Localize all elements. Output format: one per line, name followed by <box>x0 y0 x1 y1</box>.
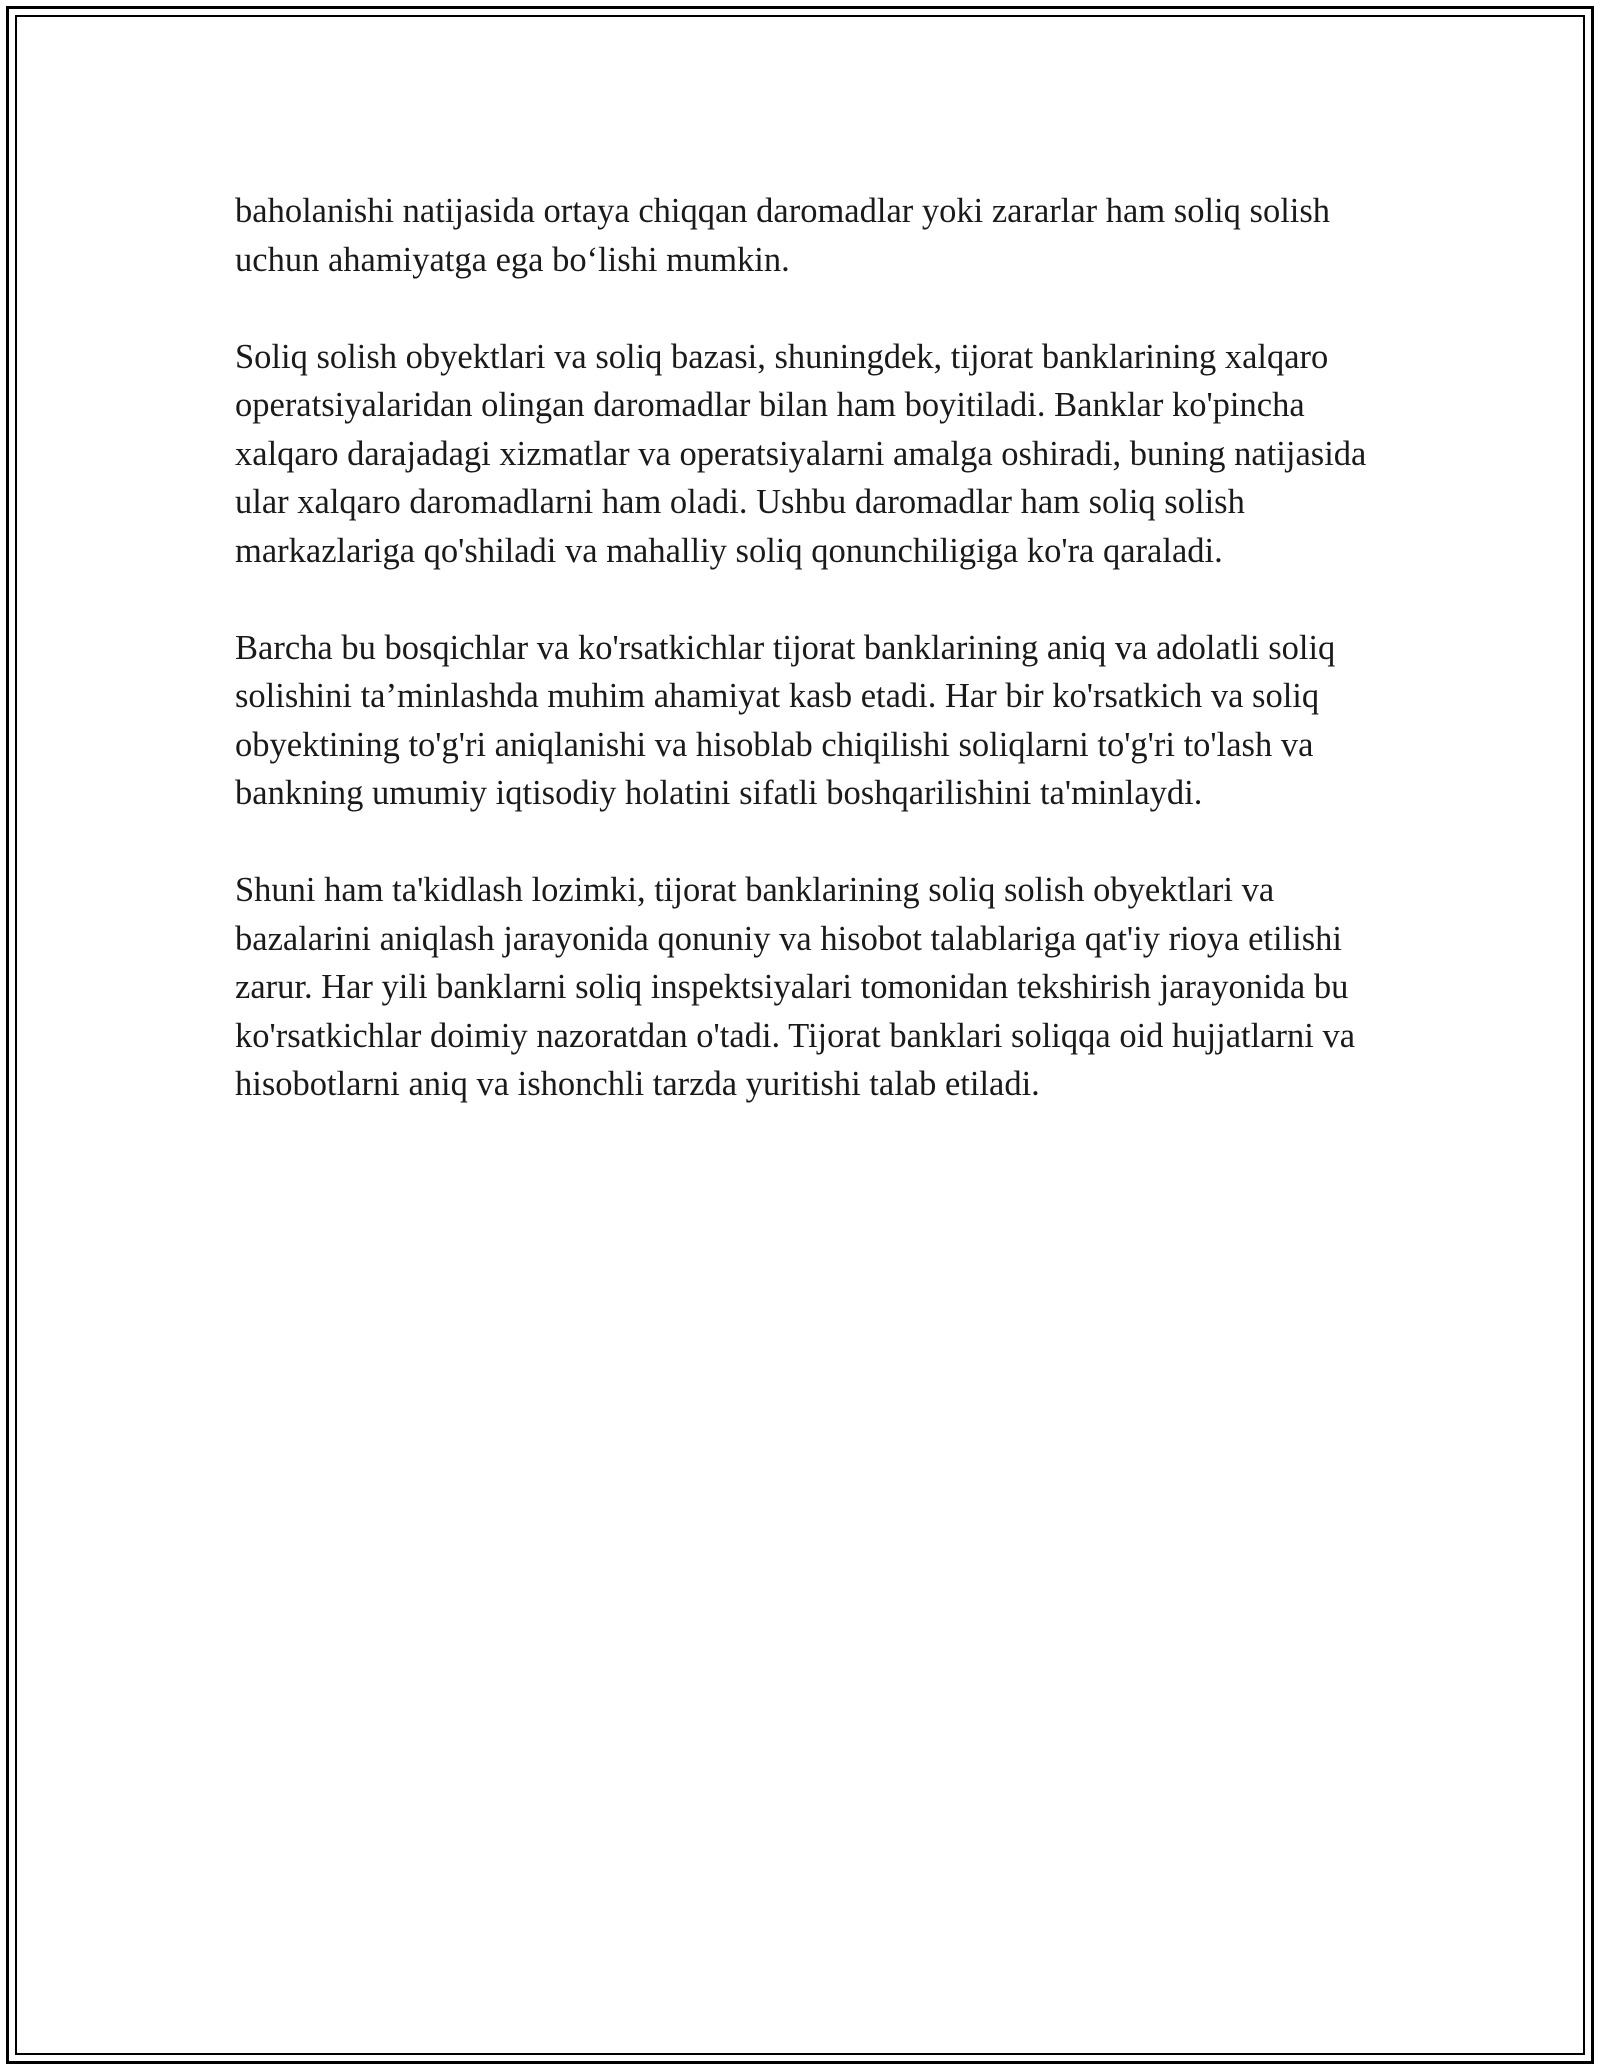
document-body <box>235 187 1370 1157</box>
paragraph-3: Barcha bu bosqichlar va ko'rsatkichlar tijorat banklarining aniq va adolatli soliq solishini ta’minlashda muhim ahamiyat kasb etadi. Har bir ko'rsatkich va soliq obyektining to'g'ri aniqlanishi va hisoblab chiqilishi soliqlarni to'g'ri to'lash va bankning umumiy iqtisodiy holatini sifatli boshqarilishini ta'minlaydi. <box>235 628 1336 812</box>
paragraph-4: Shuni ham ta'kidlash lozimki, tijorat banklarining soliq solish obyektlari va bazalarini aniqlash jarayonida qonuniy va hisobot talablariga qat'iy rioya etilishi zarur. Har yili banklarni soliq inspektsiyalari tomonidan tekshirish jarayonida bu ko'rsatkichlar doimiy nazoratdan o'tadi. Tijorat banklari soliqqa oid hujjatlarni va hisobotlarni aniq va ishonchli tarzda yuritishi talab etiladi. <box>235 871 1356 1103</box>
paragraph-1: baholanishi natijasida ortaya chiqqan daromadlar yoki zararlar ham soliq solish uchun ahamiyatga ega bo‘lishi mumkin. <box>235 192 1331 279</box>
paragraph-2: Soliq solish obyektlari va soliq bazasi, shuningdek, tijorat banklarining xalqaro operatsiyalaridan olingan daromadlar bilan ham boyitiladi. Banklar ko'pincha xalqaro darajadagi xizmatlar va operatsiyalarni amalga oshiradi, buning natijasida ular xalqaro daromadlarni ham oladi. Ushbu daromadlar ham soliq solish markazlariga qo'shiladi va mahalliy soliq qonunchiligiga ko'ra qaraladi. <box>235 337 1367 570</box>
